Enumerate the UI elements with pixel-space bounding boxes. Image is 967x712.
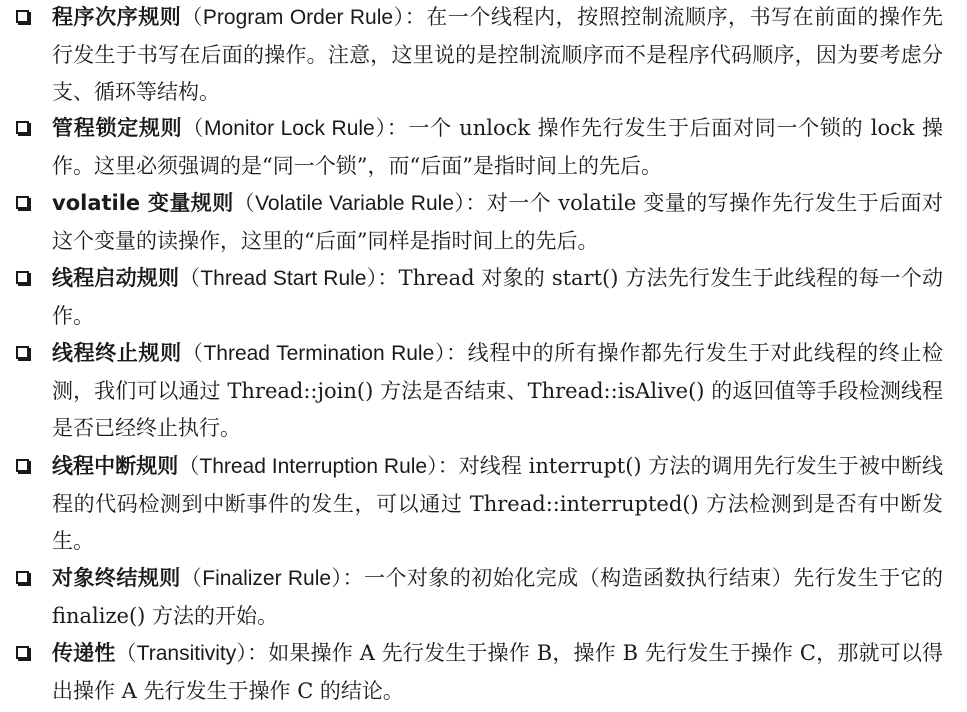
- checkbox-bullet-icon: [16, 10, 29, 23]
- rule-english-name: （Monitor Lock Rule）: [182, 117, 387, 140]
- rule-monitor-lock: [0, 110, 967, 185]
- rule-term: 对象终结规则: [52, 566, 181, 590]
- rule-english-name: （Thread Start Rule）: [179, 267, 378, 290]
- checkbox-bullet-icon: [16, 346, 29, 359]
- rule-english-name: （Program Order Rule）: [181, 6, 405, 29]
- rule-term: 线程终止规则: [52, 341, 182, 365]
- rule-transitivity: [0, 635, 967, 710]
- rule-english-name: （Transitivity）: [115, 642, 248, 665]
- rule-english-name: （Finalizer Rule）: [180, 567, 343, 590]
- rule-term: 程序次序规则: [52, 5, 182, 29]
- rule-thread-interruption: [0, 448, 967, 561]
- rule-program-order: [0, 0, 967, 112]
- rule-term: 管程锁定规则: [52, 116, 183, 140]
- rule-english-name: （Thread Termination Rule）: [181, 342, 447, 365]
- checkbox-bullet-icon: [16, 646, 29, 659]
- rule-description: ：一个 unlock 操作先行发生于后面对同一个锁的 lock 操作。这里必须强调的是“同一个锁”，而“后面”是指时间上的先后。: [52, 116, 943, 178]
- rule-description: ：在一个线程内，按照控制流顺序，书写在前面的操作先行发生于书写在后面的操作。注意，这里说的是控制流顺序而不是程序代码顺序，因为要考虑分支、循环等结构。: [52, 5, 944, 104]
- rule-term: 线程中断规则: [52, 454, 179, 478]
- rule-description: ：线程中的所有操作都先行发生于对此线程的终止检测，我们可以通过 Thread::join() 方法是否结束、Thread::isAlive() 的返回值等手段检测线程是否已经终止执行。: [52, 341, 943, 440]
- checkbox-bullet-icon: [16, 196, 29, 209]
- rule-finalizer: [0, 560, 967, 635]
- rule-description: ：一个对象的初始化完成（构造函数执行结束）先行发生于它的 finalize() 方法的开始。: [52, 566, 943, 628]
- rule-term: 线程启动规则: [52, 266, 180, 290]
- rule-description: ：Thread 对象的 start() 方法先行发生于此线程的每一个动作。: [52, 266, 943, 328]
- rule-term: volatile 变量规则: [52, 191, 234, 215]
- checkbox-bullet-icon: [16, 571, 29, 584]
- rule-description: ：对线程 interrupt() 方法的调用先行发生于被中断线程的代码检测到中断事件的发生，可以通过 Thread::interrupted() 方法检测到是否有中断发生。: [52, 454, 943, 553]
- rule-thread-termination: [0, 335, 967, 448]
- rule-volatile-variable: [0, 185, 967, 260]
- rule-description: ：如果操作 A 先行发生于操作 B，操作 B 先行发生于操作 C，那就可以得出操作 A 先行发生于操作 C 的结论。: [52, 641, 943, 703]
- rule-thread-start: [0, 260, 967, 335]
- rule-description: ：对一个 volatile 变量的写操作先行发生于后面对这个变量的读操作，这里的“后面”同样是指时间上的先后。: [52, 191, 943, 253]
- rule-english-name: （Volatile Variable Rule）: [233, 192, 466, 215]
- checkbox-bullet-icon: [16, 121, 29, 134]
- checkbox-bullet-icon: [16, 271, 29, 284]
- checkbox-bullet-icon: [16, 459, 29, 472]
- rule-english-name: （Thread Interruption Rule）: [178, 455, 438, 478]
- rule-term: 传递性: [52, 641, 116, 665]
